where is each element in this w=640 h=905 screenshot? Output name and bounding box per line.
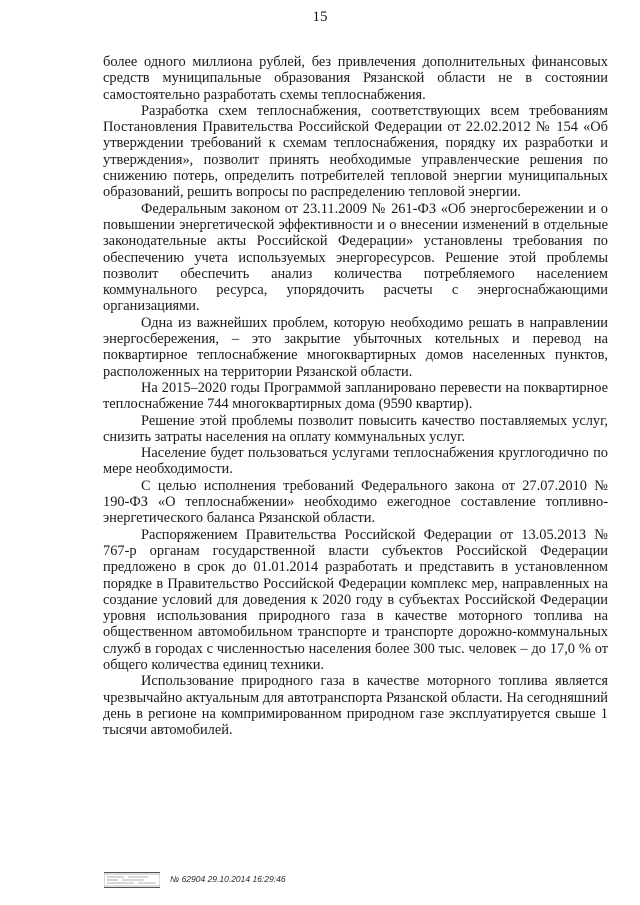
paragraph-4: Одна из важнейших проблем, которую необходимо решать в направлении энергосбережения, – это закрытие убыточных котельных и перевод на поквартирное теплоснабжение многоквартирных домов населенных пунктов, расположенных на территории Рязанской области.	[103, 314, 608, 380]
registration-stamp-icon	[104, 872, 160, 888]
paragraph-7: Население будет пользоваться услугами теплоснабжения круглогодично по мере необходимости.	[103, 445, 608, 478]
registration-number: № 62904 29.10.2014 16:29:46	[170, 874, 286, 884]
paragraph-10: Использование природного газа в качестве моторного топлива является чрезвычайно актуальным для автотранспорта Рязанской области. На сегодняшний день в регионе на компримированном природном газе эксплуатируется свыше 1 тысячи автомобилей.	[103, 673, 608, 739]
paragraph-8: С целью исполнения требований Федерального закона от 27.07.2010 № 190-ФЗ «О теплоснабжении» необходимо ежегодное составление топливно-энергетического баланса Рязанской области.	[103, 477, 608, 527]
page-number: 15	[312, 9, 328, 25]
paragraph-6: Решение этой проблемы позволит повысить качество поставляемых услуг, снизить затраты населения на оплату коммунальных услуг.	[103, 412, 608, 445]
paragraph-2: Разработка схем теплоснабжения, соответствующих всем требованиям Постановления Правительства Российской Федерации от 22.02.2012 № 154 «Об утверждении требований к схемам теплоснабжения, порядку их разработки и утверждения», позволит принять необходимые управленческие решения по снижению потерь, определить потребителей тепловой энергии муниципальных образований, решить вопросы по распределению тепловой энергии.	[103, 102, 608, 201]
paragraph-5: На 2015–2020 годы Программой запланировано перевести на поквартирное теплоснабжение 744 многоквартирных дома (9590 квартир).	[103, 379, 608, 413]
paragraph-1: более одного миллиона рублей, без привлечения дополнительных финансовых средств муниципальные образования Рязанской области не в состоянии самостоятельно разработать схемы теплоснабжения.	[103, 54, 608, 103]
paragraph-9: Распоряжением Правительства Российской Федерации от 13.05.2013 № 767-р органам государственной власти субъектов Российской Федерации предложено в срок до 01.01.2014 разработать и представить в установленном порядке в Правительство Российской Федерации комплекс мер, направленных на создание условий для доведения к 2020 году в субъектах Российской Федерации уровня использования природного газа в качестве моторного топлива на общественном автомобильном транспорте и транспорте дорожно-коммунальных служб в городах с численностью населения более 300 тыс. человек – до 17,0 % от общего количества единиц техники.	[103, 526, 608, 673]
document-body	[103, 54, 608, 738]
paragraph-3: Федеральным законом от 23.11.2009 № 261-ФЗ «Об энергосбережении и о повышении энергетической эффективности и о внесении изменений в отдельные законодательные акты Российской Федерации» установлены требования по обеспечению учета используемых энергоресурсов. Решение этой проблемы позволит обеспечить анализ количества потребляемого населением коммунального ресурса, упорядочить расчеты с энергоснабжающими организациями.	[103, 200, 608, 315]
registration-footer	[104, 872, 404, 888]
